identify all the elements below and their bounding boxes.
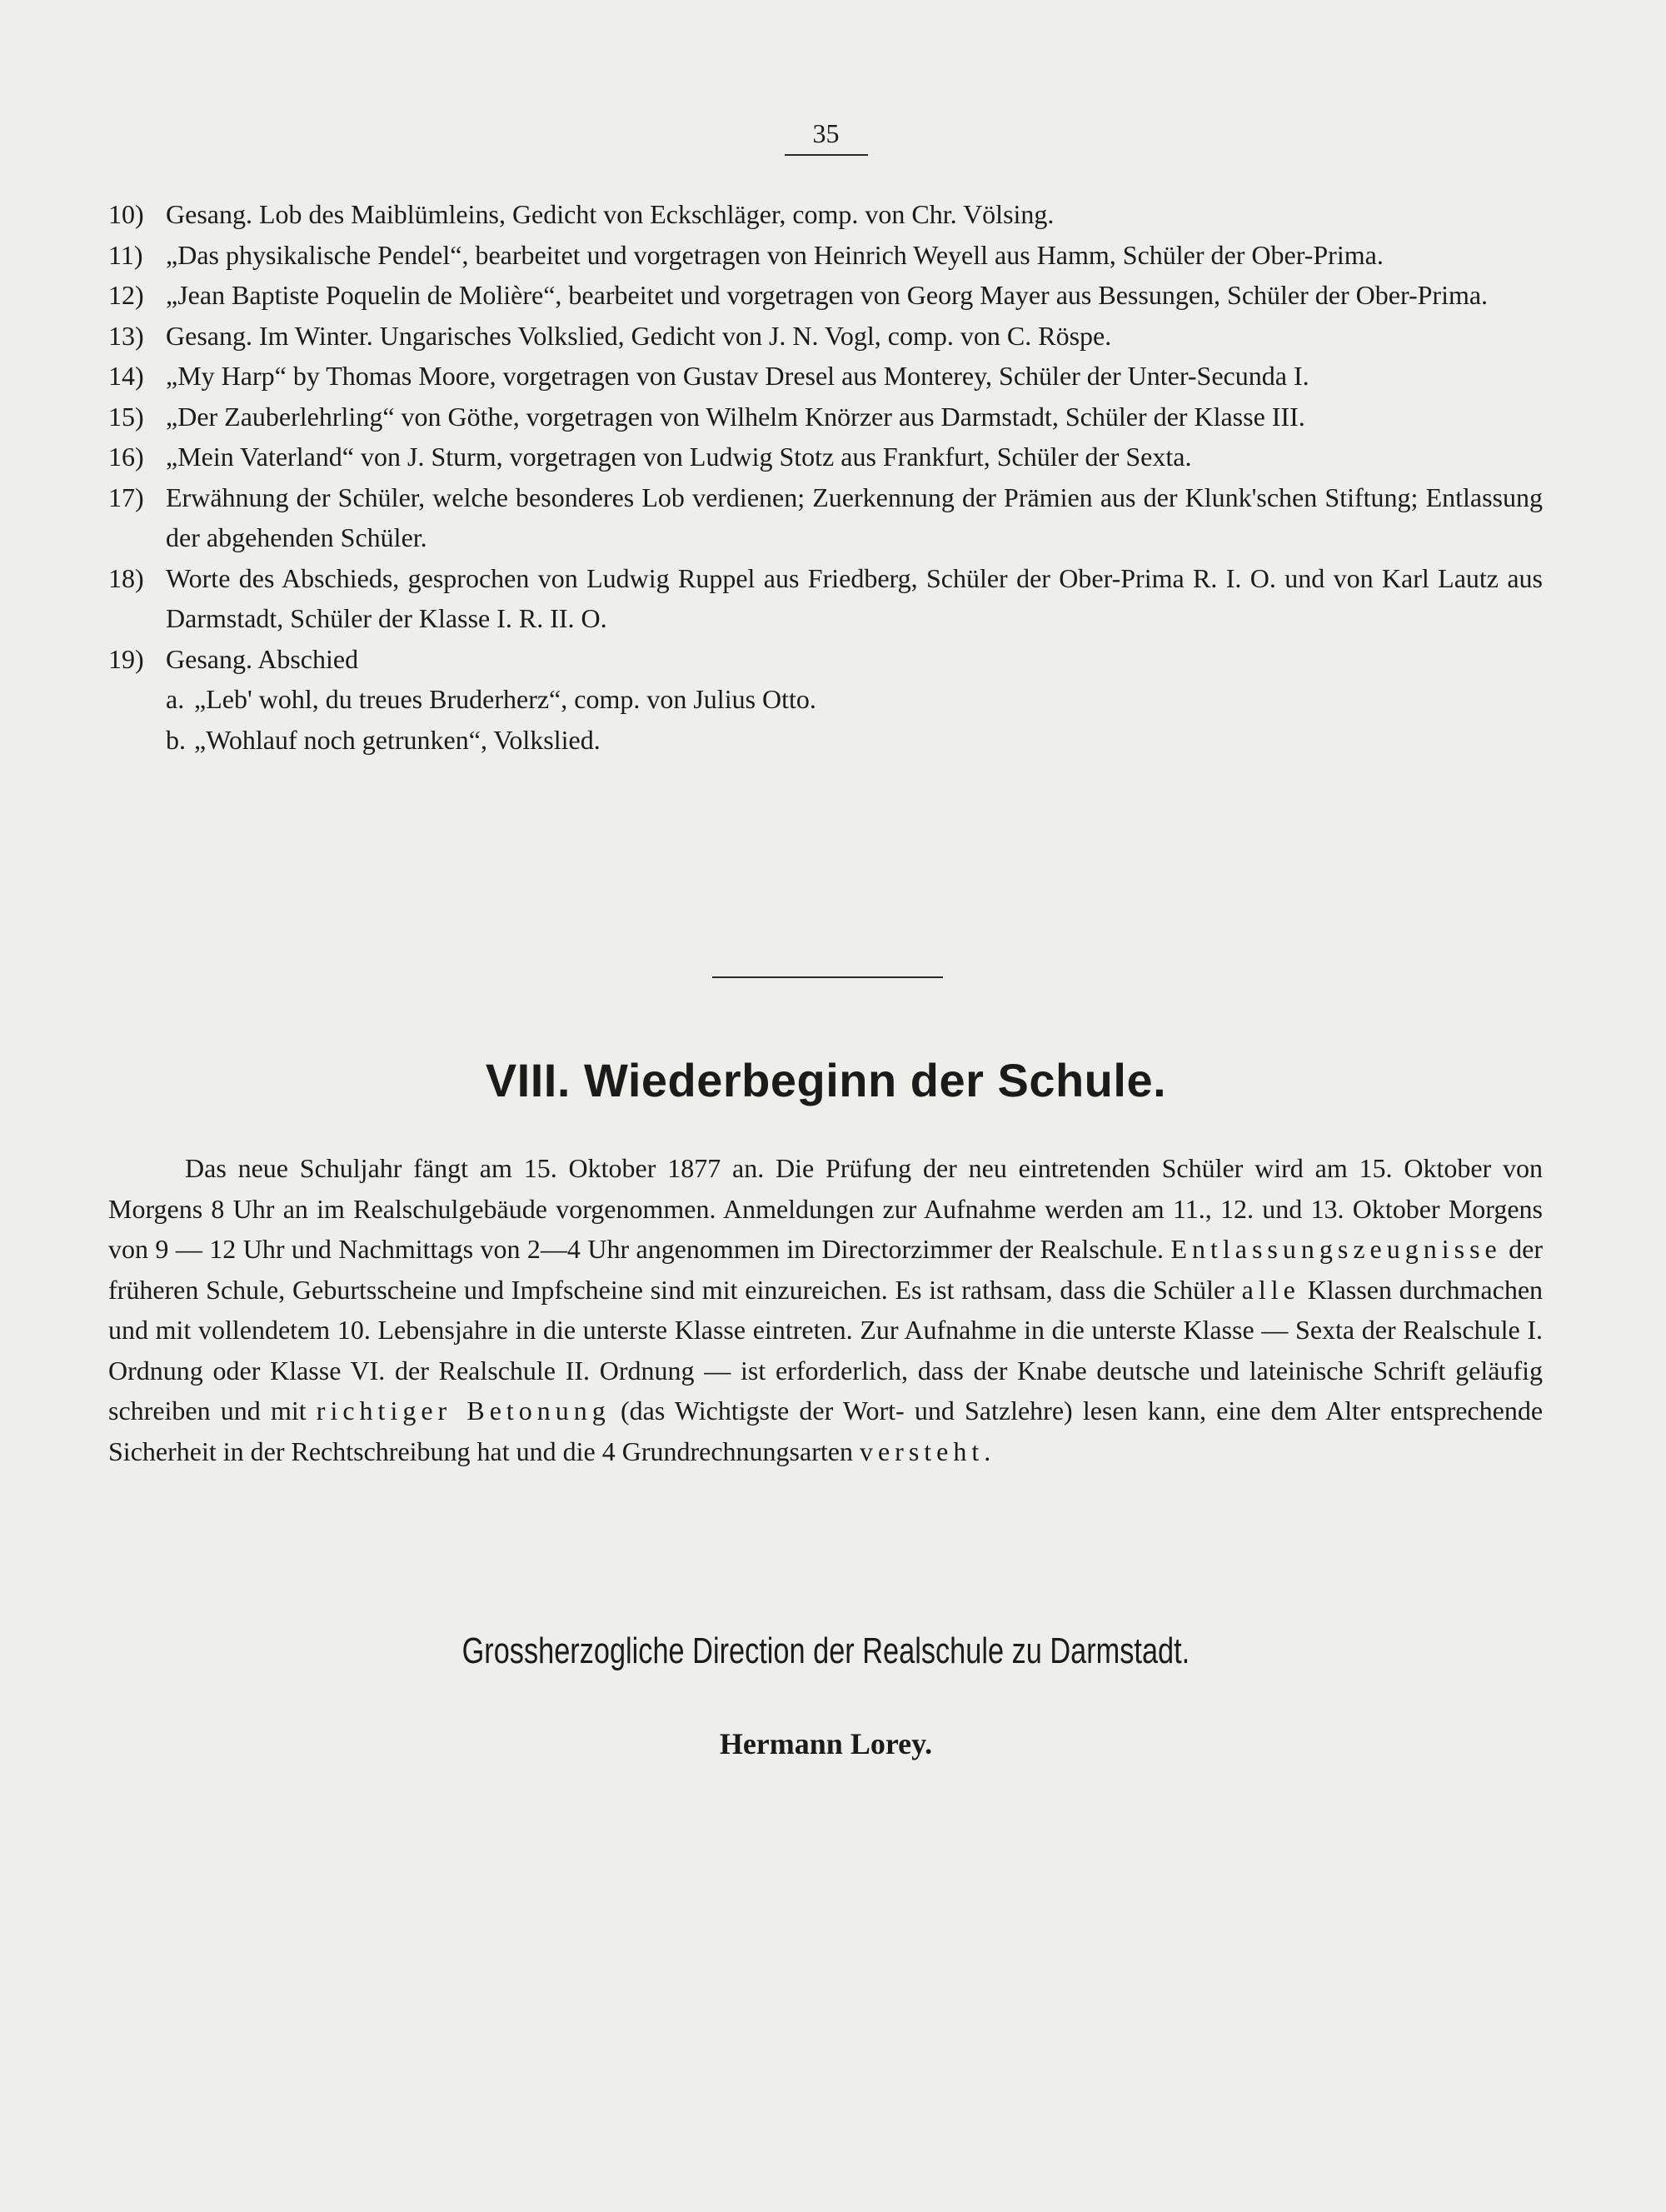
- sub-list-item: [108, 720, 1543, 761]
- section-divider: [712, 976, 943, 978]
- item-text: „Jean Baptiste Poquelin de Molière“, bearbeitet und vorgetragen von Georg Mayer aus Bessungen, Schüler der Ober-Prima.: [166, 280, 1489, 310]
- signature-name: Hermann Lorey.: [719, 1727, 933, 1760]
- sub-item-text: „Wohlauf noch getrunken“, Volkslied.: [194, 724, 601, 755]
- sub-list-item: [108, 679, 1543, 720]
- list-item: [108, 235, 1543, 276]
- page-number-underline: [785, 154, 868, 156]
- item-number: 16): [108, 442, 144, 472]
- emphasized-text: versteht.: [859, 1436, 996, 1466]
- emphasized-text: Entlassungszeugnisse: [1170, 1234, 1502, 1264]
- sub-item-letter: b.: [166, 724, 186, 755]
- item-text: Worte des Abschieds, gesprochen von Ludwig Ruppel aus Friedberg, Schüler der Ober-Prima R. I. O. und von Karl Lautz aus Darmstadt, Schüler der Klasse I. R. II. O.: [166, 562, 1543, 633]
- item-number: 10): [108, 199, 144, 229]
- item-number: 15): [108, 401, 144, 432]
- item-text: „My Harp“ by Thomas Moore, vorgetragen von Gustav Dresel aus Monterey, Schüler der Unter-Secunda I.: [166, 361, 1309, 391]
- page-number: 35: [812, 118, 840, 148]
- item-text: Erwähnung der Schüler, welche besonderes Lob verdienen; Zuerkennung der Prämien aus der Klunk'schen Stiftung; Entlassung der abgehenden Schüler.: [166, 482, 1543, 552]
- list-item: [108, 194, 1543, 235]
- sub-item-letter: a.: [166, 684, 185, 714]
- section-heading: VIII. Wiederbeginn der Schule.: [485, 1054, 1167, 1106]
- list-item: [108, 397, 1543, 437]
- sub-item-text: „Leb' wohl, du treues Bruderherz“, comp. von Julius Otto.: [194, 684, 816, 714]
- list-item: [108, 558, 1543, 639]
- notice-text: Das neue Schuljahr fängt am 15. Oktober 1877 an. Die Prüfung der neu eintretenden Schüler wird am 15. Oktober von Morgens 8 Uhr an im Realschulgebäude vorgenommen. Anmeldungen zur Aufnahme werden am 11., 12. und 13. Oktober Morgens von 9 — 12 Uhr und Nachmittags von 2—4 Uhr angenommen im Directorzimmer der Realschule.: [108, 1153, 1543, 1264]
- notice-text: (das Wichtigste der Wort- und Satzlehre) lesen kann, eine dem Alter entsprechende Sicherheit in der Rechtschreibung hat und die 4 Grundrechnungsarten: [108, 1396, 1544, 1466]
- item-number: 17): [108, 482, 144, 512]
- notice-text: Klassen durchmachen und mit vollendetem 10. Lebensjahre in die unterste Klasse eintreten. Zur Aufnahme in die unterste Klasse — Sexta der Realschule I. Ordnung oder Klasse VI. der Realschule II. Ordnung — ist erforderlich, dass der Knabe deutsche und lateinische Schrift geläufig schreiben und mit: [108, 1274, 1544, 1426]
- item-number: 13): [108, 320, 144, 351]
- item-text: Gesang. Lob des Maiblümleins, Gedicht von Eckschläger, comp. von Chr. Völsing.: [166, 199, 1055, 229]
- item-number: 19): [108, 643, 144, 674]
- list-item: [108, 639, 1543, 680]
- item-text: „Das physikalische Pendel“, bearbeitet und vorgetragen von Heinrich Weyell aus Hamm, Schüler der Ober-Prima.: [166, 239, 1384, 270]
- item-text: „Mein Vaterland“ von J. Sturm, vorgetragen von Ludwig Stotz aus Frankfurt, Schüler der Sexta.: [166, 442, 1192, 472]
- item-text: „Der Zauberlehrling“ von Göthe, vorgetragen von Wilhelm Knörzer aus Darmstadt, Schüler der Klasse III.: [166, 401, 1305, 432]
- signature-organization: Grossherzogliche Direction der Realschule zu Darmstadt.: [461, 1630, 1190, 1671]
- item-number: 18): [108, 562, 144, 593]
- emphasized-text: alle: [1241, 1274, 1300, 1305]
- notice-text: der früheren Schule, Geburtsscheine und Impfscheine sind mit einzureichen. Es ist rathsam, dass die Schüler: [108, 1234, 1544, 1305]
- list-item: [108, 316, 1543, 357]
- list-item: [108, 437, 1543, 477]
- item-text: Gesang. Abschied: [166, 643, 359, 674]
- item-number: 14): [108, 361, 144, 391]
- notice-paragraph: [108, 1148, 1543, 1471]
- item-number: 12): [108, 280, 144, 310]
- item-number: 11): [108, 239, 143, 270]
- item-text: Gesang. Im Winter. Ungarisches Volkslied, Gedicht von J. N. Vogl, comp. von C. Röspe.: [166, 320, 1112, 351]
- list-item: [108, 477, 1543, 558]
- program-list: [108, 194, 1543, 760]
- emphasized-text: richtiger Betonung: [316, 1396, 611, 1426]
- list-item: [108, 356, 1543, 397]
- list-item: [108, 275, 1543, 316]
